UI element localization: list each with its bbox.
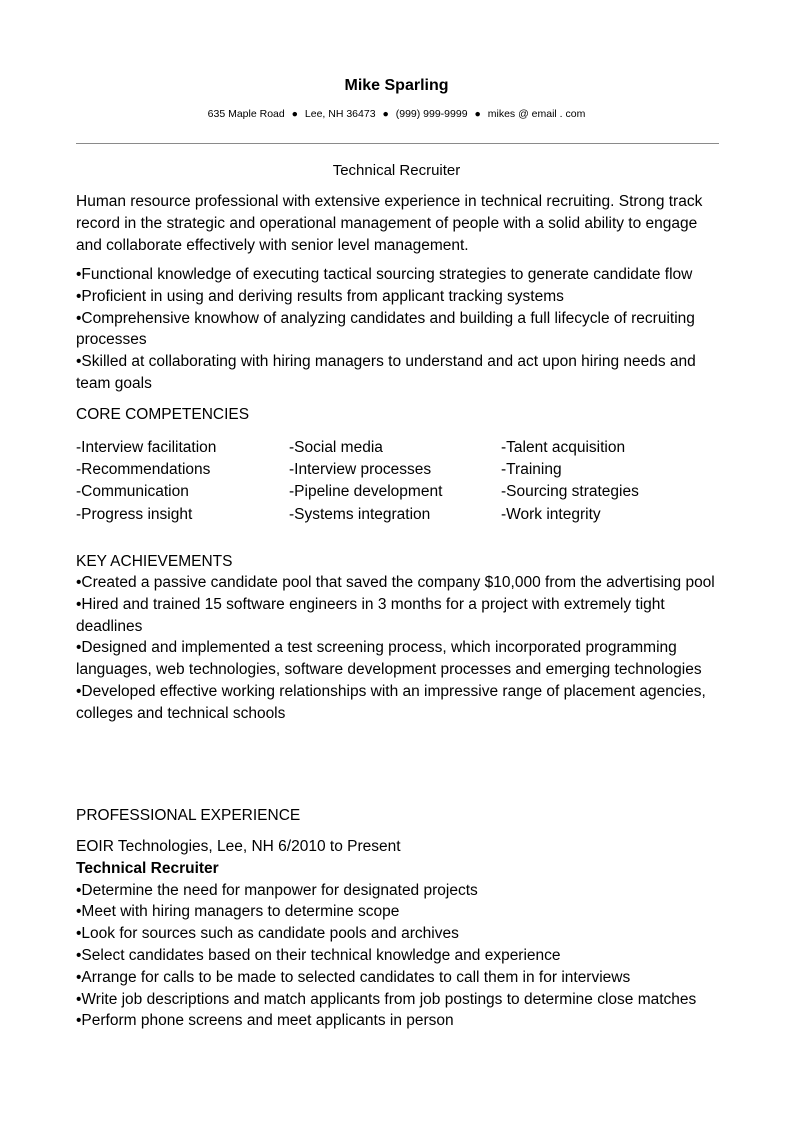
achievement-item: •Hired and trained 15 software engineers in 3 months for a project with extremely tight deadlines [76, 595, 665, 635]
experience-block [76, 836, 721, 1032]
contact-city: Lee, NH 36473 [304, 108, 376, 120]
candidate-name: Mike Sparling [344, 77, 449, 94]
competency-item: -Training [501, 461, 562, 479]
competency-item: -Interview facilitation [76, 439, 217, 456]
core-competencies-heading: CORE COMPETENCIES [76, 406, 250, 423]
role-title: Technical Recruiter [76, 859, 219, 877]
competency-column [76, 437, 216, 526]
summary-paragraph [76, 191, 721, 256]
competency-item: -Pipeline development [289, 483, 443, 501]
achievements-list [76, 572, 721, 725]
contact-separator: ● [291, 108, 298, 120]
competency-item: -Interview processes [289, 461, 432, 479]
achievement-item: •Created a passive candidate pool that saved the company $10,000 from the advertising pool [76, 574, 715, 591]
contact-address: 635 Maple Road [207, 108, 285, 120]
skill-item: •Skilled at collaborating with hiring managers to understand and act upon hiring needs and team goals [76, 353, 696, 392]
header-divider [76, 143, 719, 144]
key-achievements-heading: KEY ACHIEVEMENTS [76, 553, 233, 570]
duty-item: •Write job descriptions and match applicants from job postings to determine close matches [76, 990, 697, 1008]
duty-item: •Look for sources such as candidate pools and archives [76, 925, 459, 943]
skill-item: •Proficient in using and deriving results from applicant tracking systems [76, 287, 564, 305]
competency-column [501, 437, 639, 526]
contact-separator: ● [382, 108, 389, 120]
achievement-item: •Designed and implemented a test screening process, which incorporated programming languages, web technologies, software development processes and emerging technologies [76, 639, 702, 679]
duty-item: •Perform phone screens and meet applicants in person [76, 1012, 454, 1030]
contact-phone: (999) 999-9999 [395, 108, 468, 120]
duty-item: •Select candidates based on their technical knowledge and experience [76, 946, 561, 964]
summary-text: Human resource professional with extensive experience in technical recruiting. Strong track record in the strategic and operational management of people with a solid ability to engage and collaborate effectively with senior level management. [76, 193, 703, 254]
duty-item: •Determine the need for manpower for designated projects [76, 881, 478, 899]
skill-item: •Comprehensive knowhow of analyzing candidates and building a full lifecycle of recruiting processes [76, 309, 695, 349]
professional-experience-heading: PROFESSIONAL EXPERIENCE [76, 807, 301, 824]
duty-item: •Arrange for calls to be made to selected candidates to call them in for interviews [76, 968, 631, 986]
competency-item: -Social media [289, 439, 383, 456]
contact-line [0, 108, 793, 120]
competency-column [289, 437, 442, 526]
skill-item: •Functional knowledge of executing tactical sourcing strategies to generate candidate flow [76, 266, 693, 283]
contact-separator: ● [474, 108, 481, 120]
job-title: Technical Recruiter [332, 162, 461, 179]
employer-line: EOIR Technologies, Lee, NH 6/2010 to Present [76, 838, 401, 855]
competency-item: -Work integrity [501, 505, 601, 523]
competency-item: -Progress insight [76, 505, 193, 523]
duty-item: •Meet with hiring managers to determine scope [76, 903, 400, 921]
contact-email: mikes @ email . com [487, 108, 586, 120]
competency-item: -Recommendations [76, 461, 211, 479]
competency-item: -Talent acquisition [501, 439, 626, 456]
achievement-item: •Developed effective working relationships with an impressive range of placement agencies, colleges and technical schools [76, 682, 706, 722]
competency-item: -Sourcing strategies [501, 483, 639, 501]
competency-item: -Communication [76, 483, 189, 501]
competency-item: -Systems integration [289, 505, 431, 523]
skills-list [76, 264, 721, 395]
